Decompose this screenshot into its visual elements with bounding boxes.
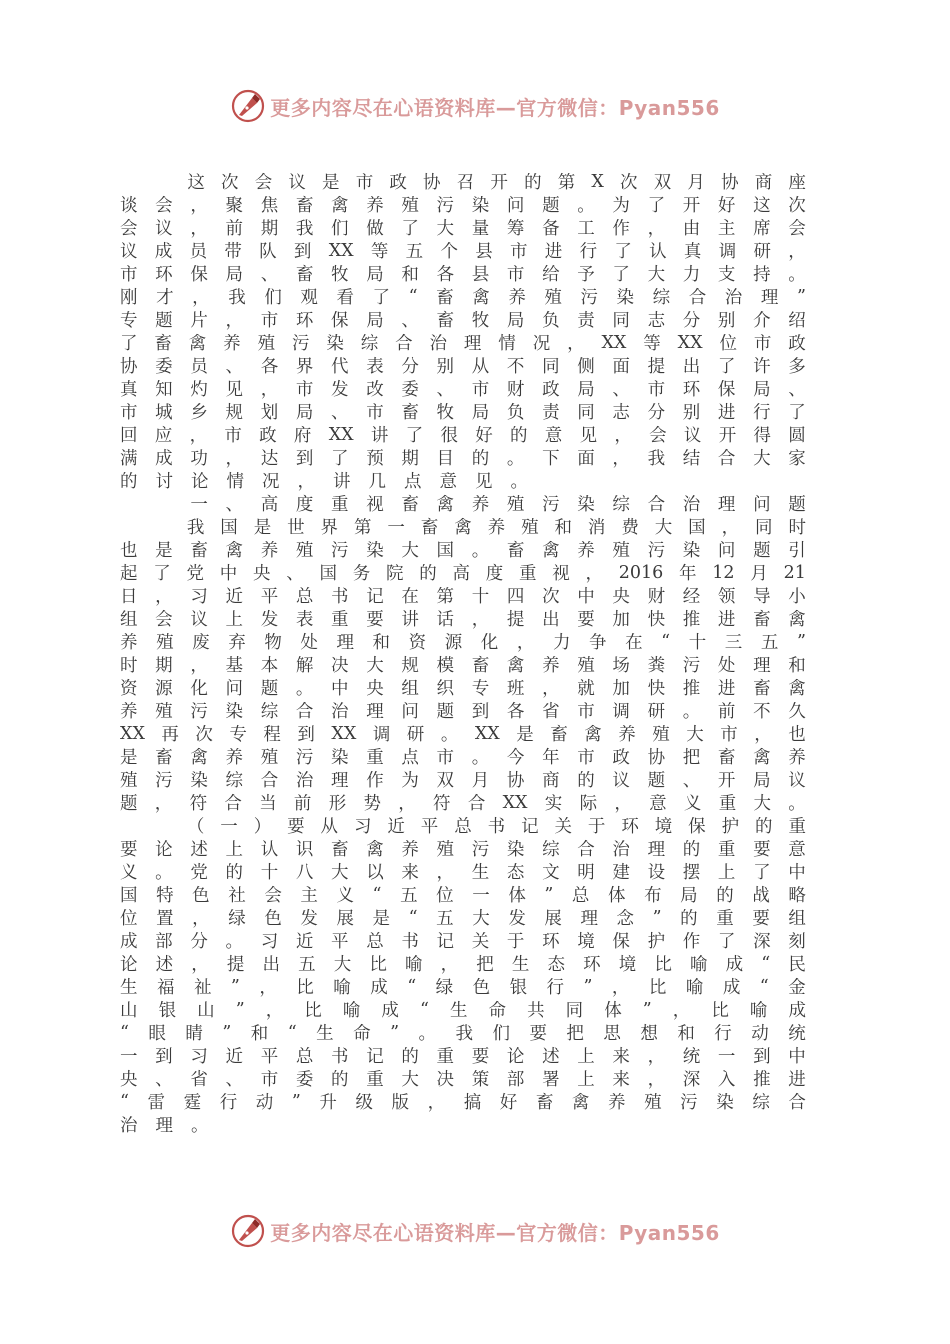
section-heading: 一 、 高 度 重 视 畜 禽 养 殖 污 染 综 合 治 理 问 题 (190, 495, 806, 515)
text-line: 一 到 习 近 平 总 书 记 的 重 要 论 述 上 来 ， 统 一 到 中 (120, 1047, 806, 1067)
text-line: 组 会 议 上 发 表 重 要 讲 话 ， 提 出 要 加 快 推 进 畜 禽 (120, 610, 806, 630)
text-line: 真 知 灼 见 ， 市 发 改 委 、 市 财 政 局 、 市 环 保 局 、 (120, 380, 806, 400)
text-line: 治 理 。 (120, 1116, 209, 1136)
text-line: 养 殖 污 染 综 合 治 理 问 题 到 各 省 市 调 研 。 前 不 久 (120, 702, 806, 722)
text-line: 题 ， 符 合 当 前 形 势 ， 符 合 XX 实 际 ， 意 义 重 大 。 (120, 792, 806, 814)
text-line: 是 畜 禽 养 殖 污 染 重 点 市 。 今 年 市 政 协 把 畜 禽 养 (120, 748, 806, 768)
text-line: 养 殖 废 弃 物 处 理 和 资 源 化 ， 力 争 在 “ 十 三 五 ” (120, 631, 806, 653)
watermark-text: 更多内容尽在心语资料库—官方微信：Pyan556 (270, 1220, 720, 1245)
text-line: 的 讨 论 情 况 ， 讲 几 点 意 见 。 (120, 472, 528, 492)
pen-nib-logo (230, 88, 266, 124)
watermark-banner-bottom (0, 1211, 950, 1251)
text-line: 会 议 ， 前 期 我 们 做 了 大 量 筹 备 工 作 ， 由 主 席 会 (120, 219, 806, 239)
document-body (120, 170, 806, 1136)
text-line: 殖 污 染 综 合 治 理 作 为 双 月 协 商 的 议 题 、 开 局 议 (120, 771, 806, 791)
text-line: 山 银 山 ” ， 比 喻 成 “ 生 命 共 同 体 ” ， 比 喻 成 (120, 999, 806, 1021)
text-line: 专 题 片 ， 市 环 保 局 、 畜 牧 局 负 责 同 志 分 别 介 绍 (120, 311, 806, 331)
text-line: 也 是 畜 禽 养 殖 污 染 大 国 。 畜 禽 养 殖 污 染 问 题 引 (120, 541, 806, 561)
text-line: 成 部 分 。 习 近 平 总 书 记 关 于 环 境 保 护 作 了 深 刻 (120, 932, 806, 952)
text-line: 满 成 功 ， 达 到 了 预 期 目 的 。 下 面 ， 我 结 合 大 家 (120, 449, 806, 469)
text-line: XX 再 次 专 程 到 XX 调 研 。 XX 是 畜 禽 养 殖 大 市 ， 也 (120, 723, 806, 745)
text-line: 了 畜 禽 养 殖 污 染 综 合 治 理 情 况 ， XX 等 XX 位 市 政 (120, 332, 806, 354)
text-line: 协 委 员 、 各 界 代 表 分 别 从 不 同 侧 面 提 出 了 许 多 (120, 357, 806, 377)
watermark-banner-top (0, 86, 950, 126)
text-line: 刚 才 ， 我 们 观 看 了 “ 畜 禽 养 殖 污 染 综 合 治 理 ” (120, 286, 806, 308)
watermark-text: 更多内容尽在心语资料库—官方微信：Pyan556 (270, 95, 720, 120)
text-line: （ 一 ） 要 从 习 近 平 总 书 记 关 于 环 境 保 护 的 重 (186, 817, 806, 837)
text-line: 央 、 省 、 市 委 的 重 大 决 策 部 署 上 来 ， 深 入 推 进 (120, 1070, 806, 1090)
text-line: 市 环 保 局 、 畜 牧 局 和 各 县 市 给 予 了 大 力 支 持 。 (120, 265, 806, 285)
text-line: 日 ， 习 近 平 总 书 记 在 第 十 四 次 中 央 财 经 领 导 小 (120, 587, 806, 607)
text-line: 我 国 是 世 界 第 一 畜 禽 养 殖 和 消 费 大 国 ， 同 时 (186, 518, 806, 538)
text-line: 回 应 ， 市 政 府 XX 讲 了 很 好 的 意 见 ， 会 议 开 得 圆 (120, 424, 806, 446)
text-line: 这 次 会 议 是 市 政 协 召 开 的 第 X 次 双 月 协 商 座 (187, 171, 806, 193)
text-line: 要 论 述 上 认 识 畜 禽 养 殖 污 染 综 合 治 理 的 重 要 意 (120, 840, 806, 860)
text-line: “ 眼 睛 ” 和 “ 生 命 ” 。 我 们 要 把 思 想 和 行 动 统 (120, 1022, 806, 1044)
text-line: 论 述 ， 提 出 五 大 比 喻 ， 把 生 态 环 境 比 喻 成 “ 民 (120, 953, 806, 975)
text-line: 位 置 ， 绿 色 发 展 是 “ 五 大 发 展 理 念 ” 的 重 要 组 (120, 907, 806, 929)
text-line: 义 。 党 的 十 八 大 以 来 ， 生 态 文 明 建 设 摆 上 了 中 (120, 863, 806, 883)
text-line: 时 期 ， 基 本 解 决 大 规 模 畜 禽 养 殖 场 粪 污 处 理 和 (120, 656, 806, 676)
text-line: 议 成 员 带 队 到 XX 等 五 个 县 市 进 行 了 认 真 调 研 ， (120, 240, 806, 262)
pen-nib-logo (230, 1213, 266, 1249)
text-line: 国 特 色 社 会 主 义 “ 五 位 一 体 ” 总 体 布 局 的 战 略 (120, 884, 806, 906)
text-line: 谈 会 ， 聚 焦 畜 禽 养 殖 污 染 问 题 。 为 了 开 好 这 次 (120, 196, 806, 216)
text-line: 市 城 乡 规 划 局 、 市 畜 牧 局 负 责 同 志 分 别 进 行 了 (120, 403, 806, 423)
text-line: 生 福 祉 ” ， 比 喻 成 “ 绿 色 银 行 ” ， 比 喻 成 “ 金 (120, 976, 806, 998)
text-line: 资 源 化 问 题 。 中 央 组 织 专 班 ， 就 加 快 推 进 畜 禽 (120, 679, 806, 699)
text-line: 起 了 党 中 央 、 国 务 院 的 高 度 重 视 ， 2016 年 12 月 21 (120, 562, 806, 584)
text-line: “ 雷 霆 行 动 ” 升 级 版 ， 搞 好 畜 禽 养 殖 污 染 综 合 (120, 1091, 806, 1113)
